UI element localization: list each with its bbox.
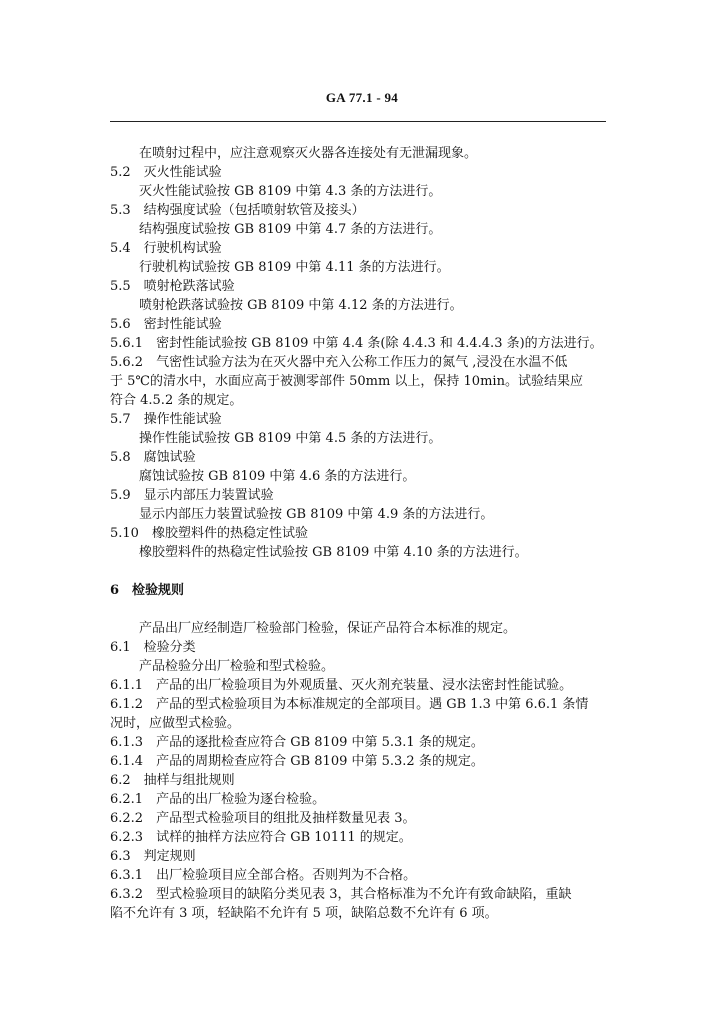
section-heading-5-6: 5.6 密封性能试验 <box>110 317 222 332</box>
section-heading-6-2: 6.2 抽样与组批规则 <box>110 773 235 788</box>
section-heading-5-7: 5.7 操作性能试验 <box>110 412 222 427</box>
text-line: 操作性能试验按 GB 8109 中第 4.5 条的方法进行。 <box>139 431 442 446</box>
section-heading-5-10: 5.10 橡胶塑料件的热稳定性试验 <box>110 526 308 541</box>
header-rule <box>110 121 606 122</box>
clause-6-2-3: 6.2.3 试样的抽样方法应符合 GB 10111 的规定。 <box>110 830 412 845</box>
clause-6-1-3: 6.1.3 产品的逐批检查应符合 GB 8109 中第 5.3.1 条的规定。 <box>110 735 484 750</box>
text-line: 陷不允许有 3 项，轻缺陷不允许有 5 项，缺陷总数不允许有 6 项。 <box>110 906 498 921</box>
text-line: 在喷射过程中，应注意观察灭火器各连接处有无泄漏现象。 <box>139 146 478 161</box>
document-header: GA 77.1 - 94 <box>325 90 399 105</box>
clause-6-2-2: 6.2.2 产品型式检验项目的组批及抽样数量见表 3。 <box>110 811 416 826</box>
clause-6-1-2: 6.1.2 产品的型式检验项目为本标准规定的全部项目。遇 GB 1.3 中第 6.6.1 条情 <box>110 697 589 712</box>
text-line: 符合 4.5.2 条的规定。 <box>110 393 243 408</box>
section-heading-5-2: 5.2 灭火性能试验 <box>110 165 222 180</box>
text-line: 显示内部压力装置试验按 GB 8109 中第 4.9 条的方法进行。 <box>139 507 494 522</box>
clause-6-3-2: 6.3.2 型式检验项目的缺陷分类见表 3，其合格标准为不允许有致命缺陷，重缺 <box>110 887 572 902</box>
section-heading-6-3: 6.3 判定规则 <box>110 849 196 864</box>
text-line: 喷射枪跌落试验按 GB 8109 中第 4.12 条的方法进行。 <box>139 298 463 313</box>
chapter-heading-6: 6 检验规则 <box>110 583 185 598</box>
text-line: 腐蚀试验按 GB 8109 中第 4.6 条的方法进行。 <box>139 469 416 484</box>
text-line: 结构强度试验按 GB 8109 中第 4.7 条的方法进行。 <box>139 222 442 237</box>
text-line: 产品出厂应经制造厂检验部门检验，保证产品符合本标准的规定。 <box>139 621 517 636</box>
section-heading-5-4: 5.4 行驶机构试验 <box>110 241 222 256</box>
section-heading-5-3: 5.3 结构强度试验（包括喷射软管及接头） <box>110 203 365 218</box>
section-heading-6-1: 6.1 检验分类 <box>110 640 196 655</box>
text-line: 产品检验分出厂检验和型式检验。 <box>139 659 335 674</box>
clause-6-2-1: 6.2.1 产品的出厂检验为逐台检验。 <box>110 792 326 807</box>
section-heading-5-5: 5.5 喷射枪跌落试验 <box>110 279 235 294</box>
clause-5-6-1: 5.6.1 密封性能试验按 GB 8109 中第 4.4 条(除 4.4.3 和 4.4.4.3 条)的方法进行。 <box>110 336 603 351</box>
clause-6-1-1: 6.1.1 产品的出厂检验项目为外观质量、灭火剂充装量、浸水法密封性能试验。 <box>110 678 573 693</box>
text-line: 行驶机构试验按 GB 8109 中第 4.11 条的方法进行。 <box>139 260 450 275</box>
text-line: 橡胶塑料件的热稳定性试验按 GB 8109 中第 4.10 条的方法进行。 <box>139 545 528 560</box>
text-line: 况时，应做型式检验。 <box>110 716 241 731</box>
text-line: 灭火性能试验按 GB 8109 中第 4.3 条的方法进行。 <box>139 184 442 199</box>
section-heading-5-9: 5.9 显示内部压力装置试验 <box>110 488 274 503</box>
section-heading-5-8: 5.8 腐蚀试验 <box>110 450 196 465</box>
clause-6-3-1: 6.3.1 出厂检验项目应全部合格。否则判为不合格。 <box>110 868 417 883</box>
clause-6-1-4: 6.1.4 产品的周期检查应符合 GB 8109 中第 5.3.2 条的规定。 <box>110 754 484 769</box>
clause-5-6-2: 5.6.2 气密性试验方法为在灭火器中充入公称工作压力的氮气 ,浸没在水温不低 <box>110 355 568 370</box>
text-line: 于 5℃的清水中，水面应高于被测零部件 50mm 以上，保持 10min。试验结果应 <box>110 374 583 389</box>
